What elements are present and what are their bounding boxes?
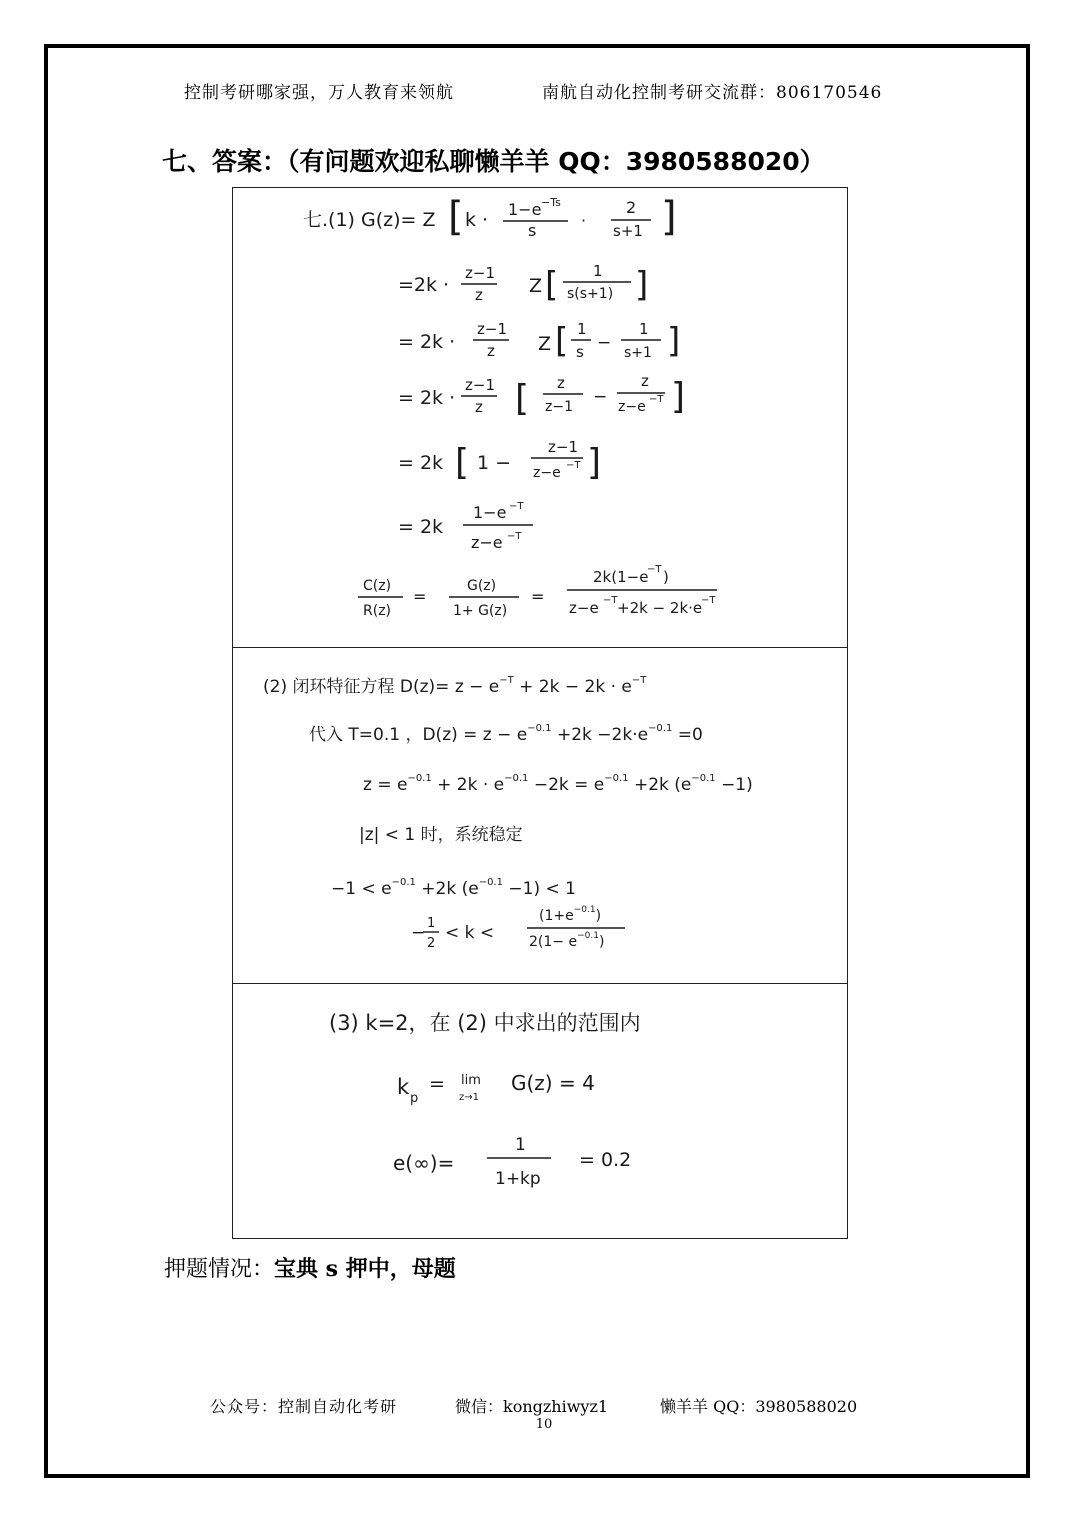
p2-line6-num: $(1+e^{-0.1})$ (539, 905, 602, 924)
p1-line1-den2: s+1 (613, 222, 643, 240)
svg-text:z: z (475, 398, 483, 416)
p1-line7-mid-den: 1+ G(z) (453, 603, 508, 619)
p1-line4-prefix: = 2k · (398, 387, 456, 409)
p1-line2-prefix: =2k · (398, 274, 450, 296)
p1-line4-a-num: z (557, 374, 565, 392)
p1-line7-rhs-den: z−e (569, 599, 599, 617)
svg-text:=: = (429, 1073, 445, 1095)
svg-text:z−1: z−1 (477, 320, 507, 338)
p1-line3-a-den: s (576, 343, 584, 361)
svg-text:−T: −T (509, 501, 524, 512)
part-2-handwriting (233, 648, 848, 985)
p1-line4-a-den: z−1 (545, 399, 573, 415)
svg-text:·: · (581, 211, 587, 230)
svg-text:]: ] (635, 265, 649, 305)
svg-text:−T: −T (507, 531, 522, 542)
svg-text:−: − (597, 333, 612, 353)
svg-text:−T: −T (647, 564, 662, 575)
p1-line5-prefix: = 2k (398, 452, 444, 474)
prediction-value: 宝典 s 押中，母题 (274, 1256, 456, 1282)
p2-line4: |z| < 1 时，系统稳定 (359, 825, 523, 845)
header-group-info: 南航自动化控制考研交流群：806170546 (542, 83, 883, 103)
part-3-handwriting (233, 984, 848, 1239)
p2-line6-mid: < k < (445, 923, 495, 943)
p1-line4-b-den: z−e (618, 399, 646, 415)
svg-text:−T: −T (566, 460, 581, 471)
svg-text:[: [ (545, 265, 559, 305)
footer-wechat: 微信：kongzhiwyz1 (455, 1397, 609, 1416)
p1-line1-exp1: −Ts (541, 196, 561, 209)
p1-line6-prefix: = 2k (398, 516, 444, 538)
p3-line2-lim-sub: z→1 (459, 1092, 479, 1103)
svg-text:[: [ (515, 378, 530, 419)
p1-line7-lhs-num: C(z) (363, 578, 392, 594)
p3-line2-lhs: k (397, 1075, 410, 1099)
p1-line1-num1: 1−e (508, 200, 542, 219)
svg-text:z: z (487, 342, 495, 360)
footer-qq: 懒羊羊 QQ：3980588020 (660, 1397, 858, 1416)
p2-line6-lhs: − (411, 923, 426, 943)
svg-text:1: 1 (427, 916, 436, 931)
answer-part-2-panel (232, 647, 848, 985)
p1-bracket-open-1: [ (448, 194, 464, 240)
p1-line2-z: Z (529, 275, 543, 297)
svg-text:2: 2 (427, 936, 436, 951)
svg-text:=: = (531, 587, 545, 606)
svg-text:]: ] (671, 376, 686, 417)
p1-line6-num: 1−e (473, 503, 507, 522)
part-1-handwriting (233, 188, 848, 649)
p1-line1-num2: 2 (626, 198, 637, 217)
p1-line5-den: z−e (533, 465, 561, 481)
p1-line2-frac-den: z (475, 286, 483, 304)
p1-bracket-close-1: ] (661, 194, 677, 240)
svg-text:[: [ (455, 442, 470, 483)
p3-line3-rhs: = 0.2 (579, 1149, 632, 1171)
svg-text:−T: −T (649, 394, 664, 405)
prediction-label: 押题情况： (164, 1257, 275, 1282)
p1-line7-lhs-den: R(z) (363, 603, 391, 619)
p1-line3-b-den: s+1 (624, 345, 652, 361)
svg-text:]: ] (667, 321, 681, 361)
p2-line3: $z = e^{-0.1} + 2k \cdot e^{-0.1} -2k = e^{-0.1} +2k$ $(e^{-0.1} -1)$ (363, 773, 753, 795)
header-slogan: 控制考研哪家强，万人教育来领航 (184, 83, 454, 103)
p3-line2-lim: lim (461, 1073, 481, 1088)
p3-line3-lhs: e(∞)= (393, 1151, 455, 1175)
p1-line5-num: z−1 (548, 438, 578, 456)
svg-text:−T: −T (701, 595, 716, 606)
p3-line2-rhs: G(z) = 4 (511, 1071, 595, 1095)
svg-text:z−1: z−1 (465, 376, 495, 394)
p3-line2-sub: p (410, 1091, 419, 1106)
svg-text:=: = (413, 587, 427, 606)
page-number: 10 (535, 1417, 553, 1432)
p1-line7-rhs-num: 2k(1−e (593, 568, 649, 586)
p2-line6-den: $2(1- e^{-0.1})$ (529, 931, 605, 950)
p1-line2-num: 1 (593, 262, 603, 280)
p2-line5: $-1 < e^{-0.1} +2k$ $(e^{-0.1} -1) < 1$ (331, 877, 576, 899)
p2-line1: (2) 闭环特征方程 $D(z)= z - e^{-T} + 2k - 2k \cdot e^{-T}$ (263, 675, 647, 697)
p1-line7-mid-num: G(z) (467, 578, 497, 594)
p3-line1: (3) k=2，在 (2) 中求出的范围内 (329, 1011, 641, 1035)
svg-text:−T: −T (603, 595, 618, 606)
prediction-status (164, 1252, 456, 1283)
footer-account: 公众号：控制自动化考研 (210, 1397, 398, 1416)
svg-text:Z: Z (538, 333, 552, 355)
p3-line3-num: 1 (515, 1135, 526, 1155)
p1-line5-one: 1 − (477, 452, 512, 474)
p1-line1-den1: s (528, 221, 537, 240)
page-number-container (0, 1417, 1080, 1432)
p3-line3-den: 1+kp (495, 1169, 541, 1189)
p1-line1-prefix: 七.(1) G(z)= Z (303, 209, 436, 231)
p1-line1-k: k · (465, 209, 489, 231)
svg-text:−: − (593, 387, 608, 407)
p2-line2: 代入 T=0.1 ，$D(z) = z - e^{-0.1} +2k -2k\cdot e^{-0.1} =0$ (309, 723, 703, 745)
svg-text:): ) (663, 568, 669, 586)
p1-line6-den: z−e (471, 533, 503, 552)
p1-line3-b-num: 1 (639, 320, 649, 338)
section-title: 七、答案：（有问题欢迎私聊懒羊羊 QQ：3980588020） (162, 147, 825, 176)
p1-line3-a-num: 1 (577, 320, 587, 338)
svg-text:+2k − 2k·e: +2k − 2k·e (617, 599, 703, 617)
svg-text:]: ] (587, 442, 602, 483)
p1-line3-prefix: = 2k · (398, 331, 456, 353)
p1-line2-den: s(s+1) (567, 286, 614, 302)
answer-part-3-panel (232, 983, 848, 1239)
svg-text:[: [ (555, 321, 569, 361)
answer-part-1-panel (232, 187, 848, 649)
p1-line2-frac-num: z−1 (465, 264, 495, 282)
p1-line4-b-num: z (641, 372, 649, 390)
